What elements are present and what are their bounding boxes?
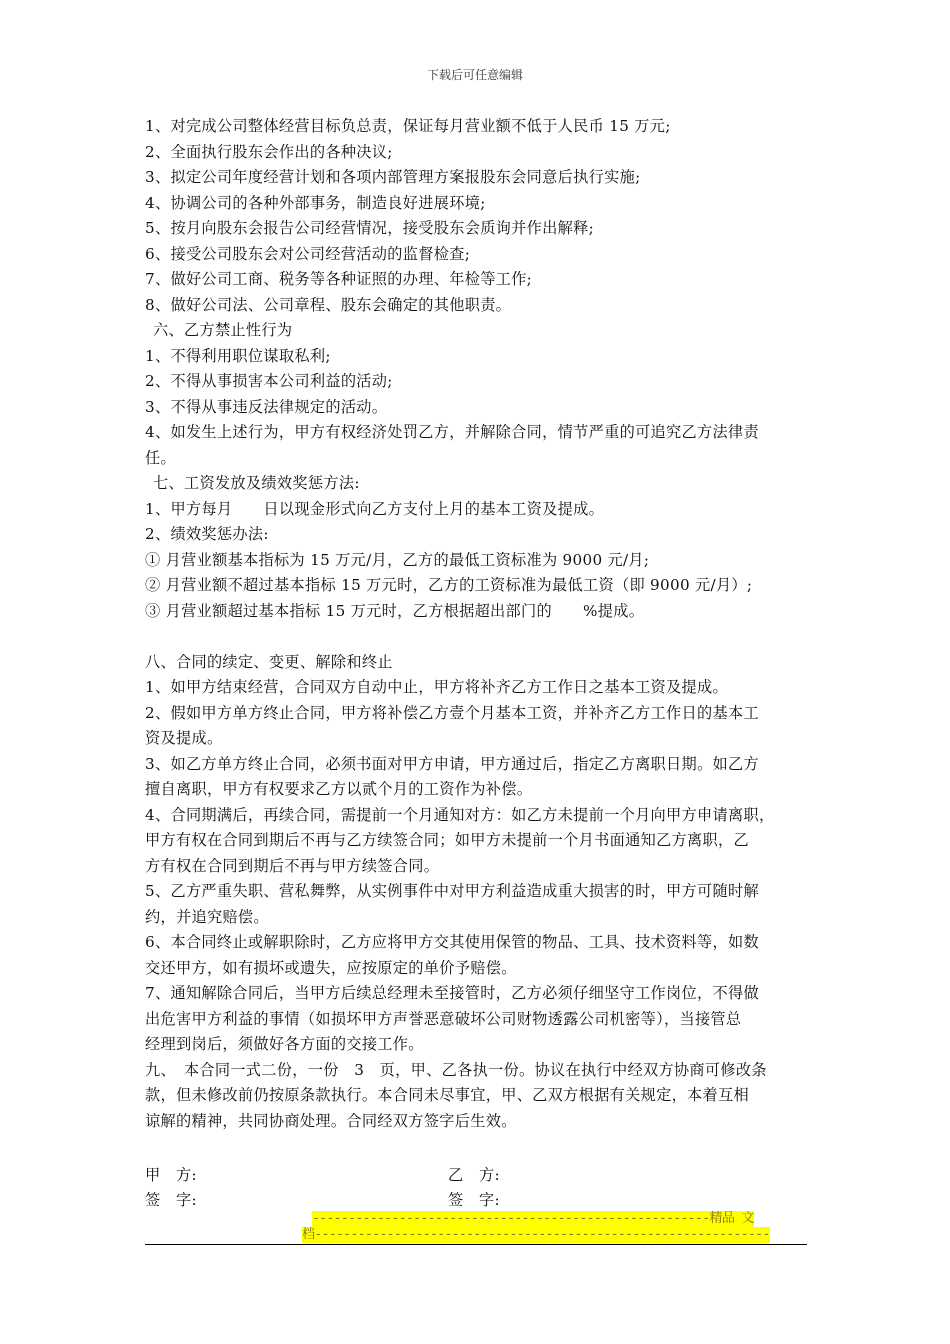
text-line: 出危害甲方利益的事情（如损坏甲方声誉恶意破坏公司财物透露公司机密等），当接管总 [145, 1009, 742, 1028]
text-line: 1、如甲方结束经营，合同双方自动中止，甲方将补齐乙方工作日之基本工资及提成。 [145, 678, 728, 696]
text-line: 5、按月向股东会报告公司经营情况，接受股东会质询并作出解释; [145, 219, 595, 237]
party-b-signature-label: 签 字: [448, 1191, 500, 1209]
text-line: 方有权在合同到期后不再与甲方续签合同。 [145, 856, 440, 875]
section-heading: 七、工资发放及绩效奖惩方法: [153, 474, 360, 492]
text-line: 2、不得从事损害本公司利益的活动; [145, 372, 393, 390]
text-line: 经理到岗后，须做好各方面的交接工作。 [145, 1035, 424, 1053]
text-line: 甲方有权在合同到期后不再与乙方续签合同；如甲方未提前一个月书面通知乙方离职，乙 [145, 831, 750, 849]
text-line: 6、接受公司股东会对公司经营活动的监督检查; [145, 244, 471, 263]
text-line: 3、不得从事违反法律规定的活动。 [145, 397, 388, 416]
footer-rule [145, 1244, 807, 1245]
text-line: 4、如发生上述行为，甲方有权经济处罚乙方，并解除合同，情节严重的可追究乙方法律责 [145, 423, 759, 441]
party-b-label: 乙 方: [448, 1166, 500, 1184]
section-heading: 八、合同的续定、变更、解除和终止 [145, 652, 393, 671]
text-line: 谅解的精神，共同协商处理。合同经双方签字后生效。 [145, 1111, 517, 1130]
text-line: 4、协调公司的各种外部事务，制造良好进展环境; [145, 193, 486, 212]
blank-line [145, 624, 807, 650]
text-line: ① 月营业额基本指标为 15 万元/月，乙方的最低工资标准为 9000 元/月; [145, 550, 650, 569]
text-line: 九、 本合同一式二份，一份 3 页，甲、乙各执一份。协议在执行中经双方协商可修改条 [145, 1060, 767, 1079]
text-line: 7、做好公司工商、税务等各种证照的办理、年检等工作; [145, 270, 533, 288]
footer-highlight-line-2: 档--------------------------------------------------------------- [302, 1227, 770, 1242]
text-line: 交还甲方，如有损坏或遗失，应按原定的单价予赔偿。 [145, 958, 517, 977]
text-line: 1、对完成公司整体经营目标负总责，保证每月营业额不低于人民币 15 万元; [145, 117, 671, 135]
text-line: 4、合同期满后，再续合同，需提前一个月通知对方：如乙方未提前一个月向甲方申请离职， [145, 805, 775, 824]
text-line: 2、绩效奖惩办法: [145, 525, 269, 543]
contract-body [145, 114, 807, 1134]
text-line: 3、如乙方单方终止合同，必须书面对甲方申请，甲方通过后，指定乙方离职日期。如乙方 [145, 754, 759, 773]
text-line: 8、做好公司法、公司章程、股东会确定的其他职责。 [145, 295, 512, 314]
party-a-label: 甲 方: [145, 1166, 197, 1184]
text-line: 款，但未修改前仍按原条款执行。本合同未尽事宜，甲、乙双方根据有关规定，本着互相 [145, 1086, 750, 1104]
text-line: 6、本合同终止或解职除时，乙方应将甲方交其使用保管的物品、工具、技术资料等，如数 [145, 933, 759, 951]
text-line: 2、假如甲方单方终止合同，甲方将补偿乙方壹个月基本工资，并补齐乙方工作日的基本工 [145, 703, 759, 722]
text-line: 擅自离职，甲方有权要求乙方以贰个月的工资作为补偿。 [145, 780, 533, 798]
page-header: 下载后可任意编辑 [426, 68, 523, 82]
text-line: 1、甲方每月 日以现金形式向乙方支付上月的基本工资及提成。 [145, 499, 605, 518]
text-line: ② 月营业额不超过基本指标 15 万元时，乙方的工资标准为最低工资（即 9000 元/月）; [145, 576, 753, 594]
text-line: 7、通知解除合同后，当甲方后续总经理未至接管时，乙方必须仔细坚守工作岗位，不得做 [145, 984, 759, 1002]
party-a-signature-label: 签 字: [145, 1191, 197, 1209]
text-line: 约，并追究赔偿。 [145, 907, 269, 926]
text-line: 3、拟定公司年度经营计划和各项内部管理方案报股东会同意后执行实施; [145, 168, 641, 186]
text-line: 5、乙方严重失职、营私舞弊，从实例事件中对甲方利益造成重大损害的时，甲方可随时解 [145, 882, 759, 900]
text-line: ③ 月营业额超过基本指标 15 万元时，乙方根据超出部门的 %提成。 [145, 601, 645, 620]
footer-highlight-line-1: -------------------------------------------------------精品 文 [312, 1211, 754, 1226]
text-line: 资及提成。 [145, 729, 223, 747]
text-line: 2、全面执行股东会作出的各种决议; [145, 142, 393, 161]
text-line: 1、不得利用职位谋取私利; [145, 346, 331, 365]
text-line: 任。 [145, 448, 176, 467]
section-heading: 六、乙方禁止性行为 [153, 321, 293, 339]
